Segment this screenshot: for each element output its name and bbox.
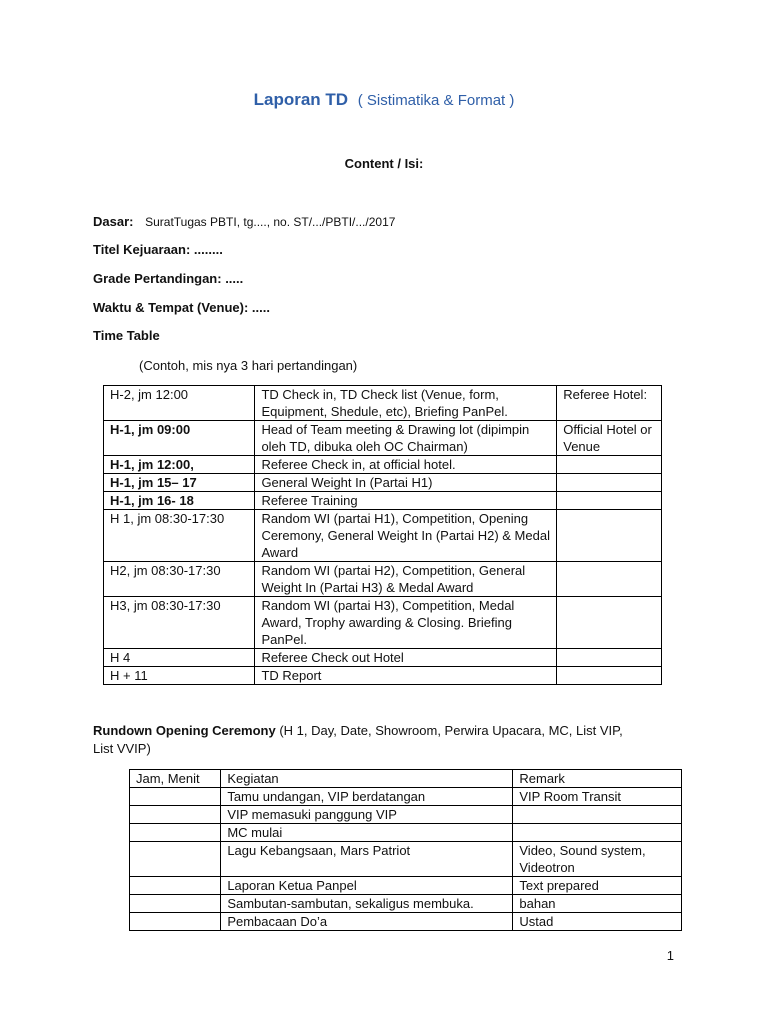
rundown-jam-cell (130, 842, 221, 877)
rundown-remark-cell: bahan (513, 895, 682, 913)
rundown-kegiatan-cell: Kegiatan (221, 770, 513, 788)
document-title (0, 90, 768, 110)
timetable-activity-cell: Random WI (partai H1), Competition, Opening Ceremony, General Weight In (Partai H2) & Medal Award (255, 510, 557, 562)
timetable-row (104, 492, 662, 510)
timetable-activity-cell: Random WI (partai H3), Competition, Medal Award, Trophy awarding & Closing. Briefing PanPel. (255, 597, 557, 649)
titel-value: ........ (190, 242, 223, 257)
rundown-jam-cell (130, 877, 221, 895)
timetable-row (104, 386, 662, 421)
timetable-note-cell: Official Hotel or Venue (557, 421, 662, 456)
timetable-note-cell (557, 474, 662, 492)
titel-label: Titel Kejuaraan: (93, 242, 191, 257)
rundown-kegiatan-cell: MC mulai (221, 824, 513, 842)
grade-line (93, 271, 243, 286)
rundown-kegiatan-cell: Pembacaan Do’a (221, 913, 513, 931)
timetable-time-cell: H3, jm 08:30-17:30 (104, 597, 255, 649)
timetable-row (104, 667, 662, 685)
waktu-value: ..... (248, 300, 270, 315)
timetable-table (103, 385, 662, 685)
rundown-remark-cell: Text prepared (513, 877, 682, 895)
timetable-time-cell: H-1, jm 12:00, (104, 456, 255, 474)
rundown-jam-cell (130, 895, 221, 913)
title-subtitle: ( Sistimatika & Format ) (357, 92, 515, 109)
rundown-remark-cell: Ustad (513, 913, 682, 931)
rundown-line-2: List VVIP) (93, 741, 151, 756)
page-number: 1 (666, 948, 674, 963)
timetable-activity-cell: TD Check in, TD Check list (Venue, form, Equipment, Shedule, etc), Briefing PanPel. (255, 386, 557, 421)
timetable-activity-cell: Head of Team meeting & Drawing lot (dipimpin oleh TD, dibuka oleh OC Chairman) (255, 421, 557, 456)
rundown-remark-cell: Remark (513, 770, 682, 788)
rundown-remark-cell: VIP Room Transit (513, 788, 682, 806)
timetable-activity-cell: Referee Training (255, 492, 557, 510)
rundown-remark-cell (513, 806, 682, 824)
timetable-note-cell: Referee Hotel: (557, 386, 662, 421)
rundown-jam-cell: Jam, Menit (130, 770, 221, 788)
dasar-label: Dasar: (93, 214, 134, 229)
rundown-jam-cell (130, 824, 221, 842)
rundown-row (130, 824, 682, 842)
timetable-note-cell (557, 649, 662, 667)
dasar-line (93, 214, 395, 229)
timetable-row (104, 474, 662, 492)
timetable-label: Time Table (93, 328, 160, 343)
timetable-time-cell: H 1, jm 08:30-17:30 (104, 510, 255, 562)
contoh-note: (Contoh, mis nya 3 hari pertandingan) (139, 358, 358, 373)
waktu-line (93, 300, 270, 315)
timetable-row (104, 421, 662, 456)
waktu-label: Waktu & Tempat (Venue): (93, 300, 249, 315)
grade-value: ..... (221, 271, 244, 286)
rundown-label: Rundown Opening Ceremony (93, 723, 276, 738)
timetable-row (104, 597, 662, 649)
timetable-note-cell (557, 562, 662, 597)
timetable-activity-cell: TD Report (255, 667, 557, 685)
rundown-rest-1: (H 1, Day, Date, Showroom, Perwira Upacara, MC, List VIP, (275, 723, 623, 738)
rundown-jam-cell (130, 788, 221, 806)
rundown-row (130, 895, 682, 913)
timetable-note-cell (557, 492, 662, 510)
rundown-jam-cell (130, 913, 221, 931)
rundown-row (130, 877, 682, 895)
content-heading: Content / Isi: (344, 156, 424, 171)
rundown-line-1 (93, 723, 623, 738)
rundown-header-row (130, 770, 682, 788)
timetable-time-cell: H + 11 (104, 667, 255, 685)
rundown-kegiatan-cell: Lagu Kebangsaan, Mars Patriot (221, 842, 513, 877)
rundown-jam-cell (130, 806, 221, 824)
timetable-time-cell: H 4 (104, 649, 255, 667)
rundown-remark-cell: Video, Sound system, Videotron (513, 842, 682, 877)
rundown-row (130, 913, 682, 931)
timetable-note-cell (557, 597, 662, 649)
rundown-kegiatan-cell: Sambutan-sambutan, sekaligus membuka. (221, 895, 513, 913)
timetable-row (104, 456, 662, 474)
dasar-value: SuratTugas PBTI, tg...., no. ST/.../PBTI/.../2017 (145, 215, 396, 229)
titel-line (93, 242, 223, 257)
timetable-note-cell (557, 456, 662, 474)
grade-label: Grade Pertandingan: (93, 271, 222, 286)
rundown-table (129, 769, 682, 931)
title-main: Laporan TD (253, 90, 349, 109)
timetable-activity-cell: Referee Check out Hotel (255, 649, 557, 667)
timetable-row (104, 510, 662, 562)
timetable-time-cell: H-1, jm 16- 18 (104, 492, 255, 510)
timetable-time-cell: H-1, jm 09:00 (104, 421, 255, 456)
rundown-kegiatan-cell: VIP memasuki panggung VIP (221, 806, 513, 824)
rundown-kegiatan-cell: Laporan Ketua Panpel (221, 877, 513, 895)
timetable-note-cell (557, 667, 662, 685)
timetable-time-cell: H-2, jm 12:00 (104, 386, 255, 421)
rundown-row (130, 788, 682, 806)
timetable-time-cell: H2, jm 08:30-17:30 (104, 562, 255, 597)
timetable-activity-cell: Referee Check in, at official hotel. (255, 456, 557, 474)
timetable-activity-cell: Random WI (partai H2), Competition, General Weight In (Partai H3) & Medal Award (255, 562, 557, 597)
timetable-note-cell (557, 510, 662, 562)
rundown-row (130, 806, 682, 824)
timetable-row (104, 562, 662, 597)
timetable-time-cell: H-1, jm 15– 17 (104, 474, 255, 492)
timetable-row (104, 649, 662, 667)
rundown-row (130, 842, 682, 877)
rundown-remark-cell (513, 824, 682, 842)
timetable-activity-cell: General Weight In (Partai H1) (255, 474, 557, 492)
rundown-kegiatan-cell: Tamu undangan, VIP berdatangan (221, 788, 513, 806)
